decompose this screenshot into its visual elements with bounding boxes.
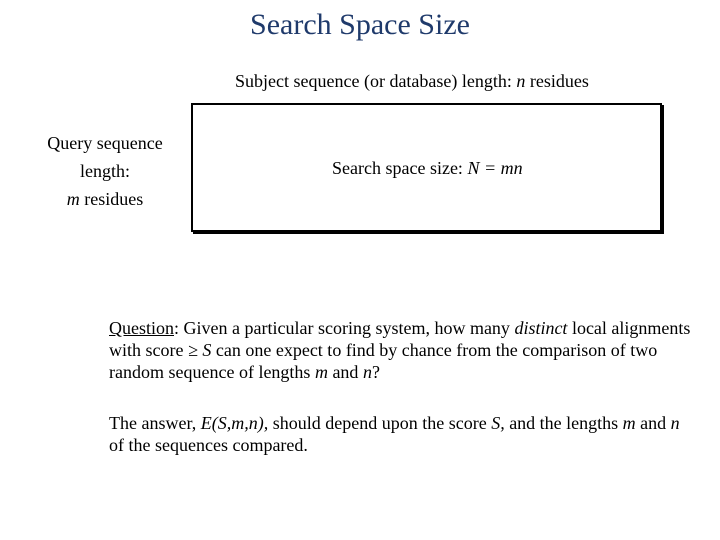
query-line-3: [30, 185, 180, 213]
question-n: n: [362, 362, 372, 382]
question-paragraph: [109, 317, 699, 383]
query-var: m: [66, 189, 80, 209]
question-text-3: can one expect to find by chance from the comparison of two random sequence of lengths: [109, 340, 658, 382]
query-length-label: [30, 129, 180, 213]
question-and: and: [327, 362, 363, 382]
formula-expr: N = mn: [467, 158, 523, 178]
answer-paragraph: [109, 412, 699, 456]
answer-text-3: and the lengths: [504, 413, 623, 433]
question-end: ?: [371, 362, 380, 382]
query-line-2: length:: [80, 161, 130, 181]
answer-text-1: The answer,: [109, 413, 201, 433]
subject-prefix: Subject sequence (or database) length:: [235, 71, 517, 91]
question-label: Question: [109, 318, 174, 338]
question-m: m: [314, 362, 328, 382]
subject-var: n: [516, 71, 526, 91]
answer-m: m: [622, 413, 636, 433]
answer-and: and: [635, 413, 671, 433]
subject-length-label: [235, 71, 589, 92]
question-ge-s: ≥ S: [187, 340, 212, 360]
answer-text-4: of the sequences compared.: [109, 435, 308, 455]
question-text-1: Given a particular scoring system, how many: [183, 318, 515, 338]
query-line-3-suffix: residues: [79, 189, 144, 209]
answer-expr: E(S,m,n),: [200, 413, 269, 433]
question-text-2: local alignments with score: [109, 318, 691, 360]
answer-text-2: should depend upon the score: [268, 413, 492, 433]
slide-title: Search Space Size: [250, 8, 470, 41]
formula-prefix: Search space size:: [332, 158, 468, 178]
subject-suffix: residues: [525, 71, 589, 91]
query-line-1: Query sequence: [47, 133, 163, 153]
search-space-formula: [332, 158, 523, 179]
question-distinct: distinct: [514, 318, 568, 338]
answer-n: n: [670, 413, 680, 433]
question-colon: :: [174, 318, 184, 338]
answer-s: S,: [491, 413, 505, 433]
